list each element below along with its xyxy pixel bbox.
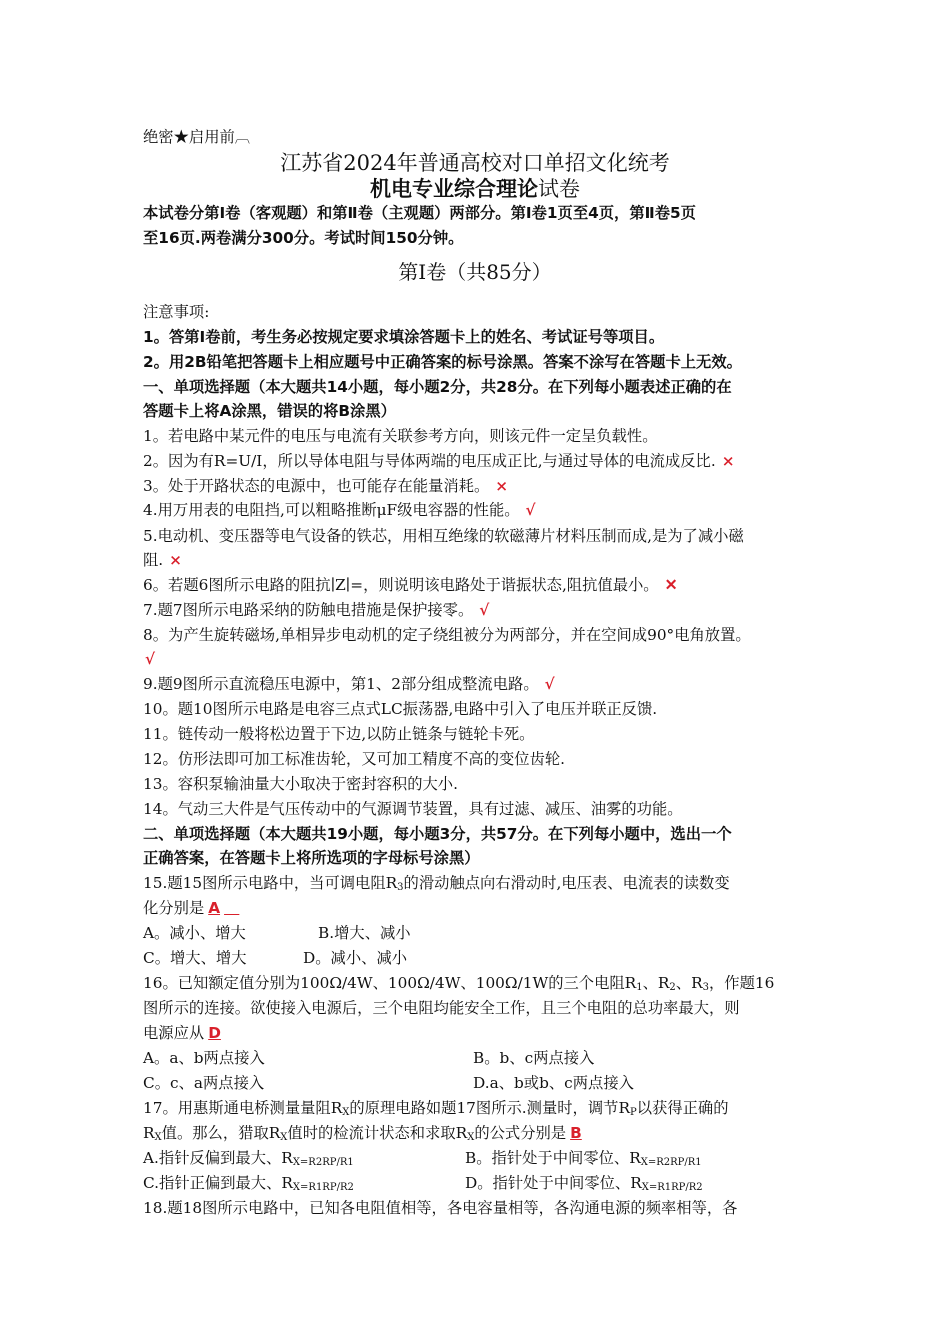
intro-line-2: 至16页.两卷满分300分。考试时间150分钟。 <box>143 229 464 247</box>
option-d: D。减小、减小 <box>303 949 408 967</box>
q15-options-row-2 <box>143 948 408 968</box>
option-a: A。减小、增大 <box>143 924 246 942</box>
option-b: B.增大、减小 <box>318 924 411 942</box>
section2-heading-1: 二、单项选择题（本大题共19小题，每小题3分，共57分。在下列每小题中，选出一个 <box>143 825 732 843</box>
q17-sub-x2: X <box>154 1132 162 1143</box>
q17-text-c: 以获得正确的 <box>636 1099 729 1117</box>
q17-text-g: 的公式分别是 <box>474 1124 567 1142</box>
question-2 <box>143 451 735 471</box>
q17-options-row-1 <box>143 1148 702 1168</box>
q15-options-row-1 <box>143 923 411 943</box>
q16-sub-3: 3 <box>702 982 709 993</box>
q17-options-row-2 <box>143 1173 703 1193</box>
question-14: 14。气动三大件是气压传动中的气源调节装置，具有过滤、减压、油雾的功能。 <box>143 800 683 818</box>
option-c-text: C.指针正偏到最大、R <box>143 1174 293 1192</box>
exam-subtitle <box>0 176 950 202</box>
question-11: 11。链传动一般将松边置于下边,以防止链条与链轮卡死。 <box>143 725 535 743</box>
question-6 <box>143 575 677 595</box>
question-5-text: 阻. <box>143 551 164 569</box>
option-c: C。c、a两点接入 <box>143 1074 265 1092</box>
section1-heading-1: 一、单项选择题（本大题共14小题，每小题2分，共28分。在下列每小题表述正确的在 <box>143 378 732 396</box>
answer-mark: A <box>208 899 221 917</box>
question-18: 18.题18图所示电路中，已知各电阻值相等，各电容量相等，各沟通电源的频率相等，各 <box>143 1199 738 1217</box>
check-mark: √ <box>544 675 555 693</box>
wrong-mark: × <box>721 452 735 470</box>
option-b-formula: X=R2RP/R1 <box>640 1157 702 1168</box>
q16-sub-1: 1 <box>636 982 643 993</box>
question-8: 8。为产生旋转磁场,单相异步电动机的定子绕组被分为两部分，并在空间成90°电角放置。 <box>143 626 751 644</box>
question-9-text: 9.题9图所示直流稳压电源中，第1、2部分组成整流电路。 <box>143 675 539 693</box>
wrong-mark: × <box>495 477 509 495</box>
exam-title: 江苏省2024年普通高校对口单招文化统考 <box>280 151 670 175</box>
check-mark: √ <box>145 650 156 668</box>
question-16-line-2: 图所示的连接。欲使接入电源后，三个电阻均能安全工作，且三个电阻的总功率最大，则 <box>143 999 740 1017</box>
question-4 <box>143 500 536 520</box>
note-2: 2。用2B铅笔把答题卡上相应题号中正确答案的标号涂黑。答案不涂写在答题卡上无效。 <box>143 353 742 371</box>
q17-sub-x3: X <box>280 1132 288 1143</box>
check-mark: √ <box>479 601 490 619</box>
option-c-formula: X=R1RP/R2 <box>292 1182 354 1193</box>
question-3-text: 3。处于开路状态的电源中，也可能存在能量消耗。 <box>143 477 490 495</box>
question-4-text: 4.用万用表的电阻挡,可以粗略推断μF级电容器的性能。 <box>143 501 520 519</box>
section2-heading-2: 正确答案，在答题卡上将所选项的字母标号涂黑） <box>143 849 480 867</box>
answer-mark: B <box>570 1124 582 1142</box>
answer-mark: D <box>208 1024 221 1042</box>
option-a-formula: X=R2RP/R1 <box>292 1157 354 1168</box>
question-9 <box>143 674 555 694</box>
q17-sub-p: P <box>629 1107 637 1118</box>
option-a <box>143 1149 354 1167</box>
q16-text-b: 、R <box>642 974 670 992</box>
q17-sub-x4: X <box>467 1132 475 1143</box>
notes-heading: 注意事项: <box>143 303 210 321</box>
option-c <box>143 1174 354 1192</box>
q17-text-f: 值时的检流计状态和求取R <box>287 1124 468 1142</box>
q16-text-c: 、R <box>675 974 703 992</box>
option-d-text: D。指针处于中间零位、R <box>465 1174 642 1192</box>
question-7 <box>143 600 489 620</box>
note-1: 1。答第Ⅰ卷前，考生务必按规定要求填涂答题卡上的姓名、考试证号等项目。 <box>143 328 665 346</box>
volume-title: 第Ⅰ卷（共85分） <box>398 260 552 284</box>
question-8-mark-line <box>143 649 155 669</box>
q16-text-a: 16。已知额定值分别为100Ω/4W、100Ω/4W、100Ω/1W的三个电阻R <box>143 974 637 992</box>
q17-text-e: 值。那么，猎取R <box>161 1124 281 1142</box>
q15-sub: 3 <box>397 882 404 893</box>
question-5-line-1: 5.电动机、变压器等电气设备的铁芯，用相互绝缘的软磁薄片材料压制而成,是为了减小磁 <box>143 527 744 545</box>
q17-text-d: R <box>143 1124 155 1142</box>
q17-text-a: 17。用惠斯通电桥测量量阻R <box>143 1099 343 1117</box>
subtitle-rest: 试卷 <box>538 177 580 201</box>
option-d-formula: X=R1RP/R2 <box>641 1182 703 1193</box>
section1-heading-2: 答题卡上将A涂黑，错误的将B涂黑） <box>143 402 396 420</box>
question-5-line-2 <box>143 550 182 570</box>
question-3 <box>143 476 508 496</box>
check-mark: √ <box>525 501 536 519</box>
option-d: D.a、b或b、c两点接入 <box>473 1074 634 1092</box>
option-a-text: A.指针反偏到最大、R <box>143 1149 293 1167</box>
q16-options-row-1 <box>143 1048 595 1068</box>
option-d <box>465 1173 703 1193</box>
q17-text-b: 的原理电路如题17图所示.测量时，调节R <box>349 1099 630 1117</box>
q15-text-b: 的滑动触点向右滑动时,电压表、电流表的读数变 <box>403 874 730 892</box>
question-15-line-1 <box>143 873 730 893</box>
subtitle-bold: 机电专业综合理论 <box>370 177 538 201</box>
question-12: 12。仿形法即可加工标准齿轮，又可加工精度不高的变位齿轮. <box>143 750 566 768</box>
q16-text-e: 电源应从 <box>143 1024 205 1042</box>
q16-text-d: ，作题16 <box>708 974 775 992</box>
question-1: 1。若电路中某元件的电压与电流有关联参考方向，则该元件一定呈负载性。 <box>143 427 658 445</box>
question-17-line-2 <box>143 1123 582 1143</box>
q16-sub-2: 2 <box>669 982 676 993</box>
question-16-line-1 <box>143 973 774 993</box>
option-b: B。b、c两点接入 <box>473 1049 595 1067</box>
wrong-mark: ✕ <box>664 576 678 594</box>
option-c: C。增大、增大 <box>143 949 247 967</box>
question-13: 13。容积泵输油量大小取决于密封容积的大小. <box>143 775 458 793</box>
answer-underline <box>224 899 239 917</box>
q17-sub-x: X <box>342 1107 350 1118</box>
question-16-line-3 <box>143 1023 221 1043</box>
option-a: A。a、b两点接入 <box>143 1049 265 1067</box>
question-6-text: 6。若题6图所示电路的阻抗∣Z∣=，则说明该电路处于谐振状态,阻抗值最小。 <box>143 576 659 594</box>
question-15-line-2 <box>143 898 239 918</box>
option-b <box>465 1148 702 1168</box>
q16-options-row-2 <box>143 1073 634 1093</box>
question-2-text: 2。因为有R=U/I，所以导体电阻与导体两端的电压成正比,与通过导体的电流成反比. <box>143 452 716 470</box>
question-17-line-1 <box>143 1098 729 1118</box>
wrong-mark: × <box>169 551 182 569</box>
intro-line-1: 本试卷分第Ⅰ卷（客观题）和第Ⅱ卷（主观题）两部分。第Ⅰ卷1页至4页，第Ⅱ卷5页 <box>143 204 696 222</box>
option-b-text: B。指针处于中间零位、R <box>465 1149 641 1167</box>
q15-text-a: 15.题15图所示电路中，当可调电阻R <box>143 874 398 892</box>
question-7-text: 7.题7图所示电路采纳的防触电措施是保护接零。 <box>143 601 474 619</box>
secret-label: 绝密★启用前︹ <box>143 128 251 146</box>
question-10: 10。题10图所示电路是电容三点式LC振荡器,电路中引入了电压并联正反馈. <box>143 700 658 718</box>
q15-text-c: 化分别是 <box>143 899 205 917</box>
